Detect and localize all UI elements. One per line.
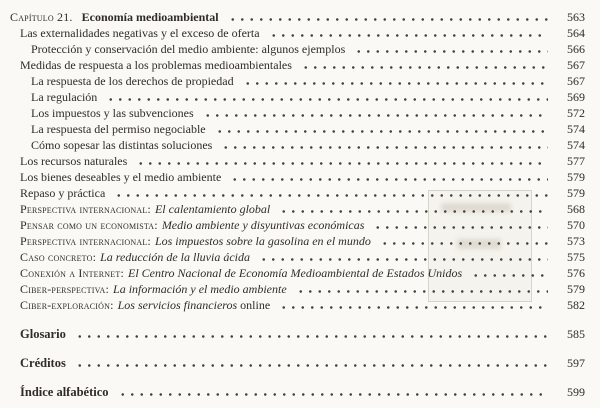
page-number: 585	[567, 327, 585, 341]
toc-entry	[10, 121, 585, 137]
dot-leader	[241, 73, 548, 89]
toc-entry-prefix: Perspectiva internacional:	[20, 234, 151, 248]
dot-leader	[73, 326, 548, 342]
toc-entry	[10, 233, 585, 249]
dot-leader	[378, 233, 548, 249]
toc-list	[10, 9, 585, 400]
toc-entry-label	[20, 265, 462, 281]
page-number: 597	[567, 356, 585, 370]
toc-entry-title: Glosario	[20, 327, 66, 341]
toc-entry-title: Índice alfabético	[20, 385, 109, 399]
dot-leader	[73, 355, 548, 371]
page-number: 570	[567, 218, 585, 232]
page-number: 579	[567, 282, 585, 296]
toc-entry	[10, 137, 585, 153]
dot-leader	[112, 185, 548, 201]
page-number: 567	[567, 74, 585, 88]
toc-entry-label	[20, 249, 250, 265]
toc-entry-title: Los impuestos y las subvenciones	[31, 106, 194, 120]
toc-entry-title: Protección y conservación del medio ambiente: algunos ejemplos	[31, 42, 346, 56]
page-number: 572	[567, 106, 585, 120]
toc-entry-prefix: Ciber-exploración:	[20, 298, 114, 312]
toc-entry	[10, 185, 585, 201]
toc-entry-label	[31, 89, 97, 105]
page-number: 579	[567, 170, 585, 184]
toc-entry-title: Medio ambiente y disyuntivas económicas	[161, 218, 365, 232]
toc-entry	[10, 9, 585, 25]
toc-entry-title: Cómo sopesar las distintas soluciones	[31, 138, 213, 152]
toc-entry	[10, 169, 585, 185]
toc-entry-title: El calentamiento global	[154, 202, 271, 216]
toc-entry	[10, 201, 585, 217]
toc-entry-title: Los servicios financieros	[117, 298, 238, 312]
toc-entry-label	[31, 105, 194, 121]
toc-entry-title: Los impuestos sobre la gasolina en el mundo	[154, 234, 371, 248]
toc-entry-label	[20, 185, 105, 201]
toc-entry-label	[31, 73, 234, 89]
toc-entry	[10, 57, 585, 73]
page-number: 577	[567, 154, 585, 168]
toc-entry-title: Las externalidades negativas y el exceso de oferta	[20, 26, 260, 40]
dot-leader	[277, 201, 548, 217]
toc-entry-label	[20, 355, 66, 371]
page-number: 582	[567, 298, 585, 312]
dot-leader	[104, 89, 548, 105]
page-number: 564	[567, 26, 585, 40]
toc-entry-title: Los recursos naturales	[20, 154, 128, 168]
toc-entry-suffix: online	[240, 298, 271, 312]
toc-entry	[10, 89, 585, 105]
page-number: 568	[567, 202, 585, 216]
toc-entry-title: Los bienes deseables y el medio ambiente	[20, 170, 222, 184]
dot-leader	[226, 9, 548, 25]
toc-entry-label	[20, 153, 127, 169]
toc-entry	[10, 25, 585, 41]
dot-leader	[201, 105, 548, 121]
page-number: 579	[567, 186, 585, 200]
toc-entry	[10, 281, 585, 297]
toc-entry-label	[20, 217, 364, 233]
dot-leader	[294, 281, 548, 297]
toc-entry-title: Repaso y práctica	[20, 186, 106, 200]
page-number: 576	[567, 266, 585, 280]
page-number: 569	[567, 90, 585, 104]
toc-entry-label	[31, 41, 345, 57]
dot-leader	[257, 249, 548, 265]
toc-entry-label	[20, 384, 109, 400]
toc-entry-label	[31, 137, 212, 153]
toc-entry	[10, 355, 585, 371]
page-number: 574	[567, 122, 585, 136]
toc-entry-title: La respuesta de los derechos de propiedad	[31, 74, 234, 88]
toc-entry	[10, 265, 585, 281]
toc-entry	[10, 41, 585, 57]
dot-leader	[299, 57, 548, 73]
dot-leader	[213, 121, 548, 137]
toc-entry-prefix: Caso concreto:	[20, 250, 97, 264]
toc-entry-title: Créditos	[20, 356, 66, 370]
dot-leader	[277, 297, 548, 313]
toc-entry-label	[20, 201, 270, 217]
dot-leader	[352, 41, 548, 57]
toc-entry-label	[20, 57, 292, 73]
toc-entry-label	[20, 297, 270, 313]
toc-entry	[10, 297, 585, 313]
toc-entry	[10, 384, 585, 400]
page-number: 575	[567, 250, 585, 264]
toc-entry-label	[20, 281, 287, 297]
toc-entry	[10, 105, 585, 121]
page-number: 599	[567, 385, 585, 399]
toc-entry-label	[20, 233, 371, 249]
dot-leader	[469, 265, 548, 281]
page-number: 563	[567, 10, 585, 24]
page-number: 567	[567, 58, 585, 72]
page-number: 574	[567, 138, 585, 152]
page-number: 573	[567, 234, 585, 248]
page-number: 566	[567, 42, 585, 56]
toc-entry	[10, 73, 585, 89]
dot-leader	[219, 137, 548, 153]
toc-entry-title: La regulación	[31, 90, 98, 104]
toc-entry-title: La reducción de la lluvia ácida	[100, 250, 250, 264]
toc-entry-title: La respuesta del permiso negociable	[31, 122, 206, 136]
toc-entry-title: Medidas de respuesta a los problemas medioambientales	[20, 58, 292, 72]
toc-entry-label	[20, 25, 260, 41]
toc-entry-title: El Centro Nacional de Economía Medioambiental de Estados Unidos	[128, 266, 463, 280]
toc-entry-label	[20, 326, 66, 342]
toc-entry-prefix: Capítulo 21.	[10, 10, 73, 24]
toc-entry	[10, 217, 585, 233]
toc-entry-prefix: Perspectiva internacional:	[20, 202, 151, 216]
toc-entry-prefix: Ciber-perspectiva:	[20, 282, 110, 296]
toc-entry-prefix: Pensar como un economista:	[20, 218, 158, 232]
toc-entry-label	[20, 169, 221, 185]
toc-entry-title: La información y el medio ambiente	[113, 282, 287, 296]
toc-entry	[10, 153, 585, 169]
toc-entry	[10, 326, 585, 342]
toc-entry-title: Economía medioambiental	[81, 10, 219, 24]
toc-entry-prefix: Conexión a Internet:	[20, 266, 124, 280]
dot-leader	[371, 217, 548, 233]
dot-leader	[134, 153, 548, 169]
toc-entry	[10, 249, 585, 265]
dot-leader	[116, 384, 548, 400]
dot-leader	[267, 25, 548, 41]
toc-entry-label	[10, 9, 219, 25]
toc-entry-label	[31, 121, 206, 137]
dot-leader	[228, 169, 548, 185]
